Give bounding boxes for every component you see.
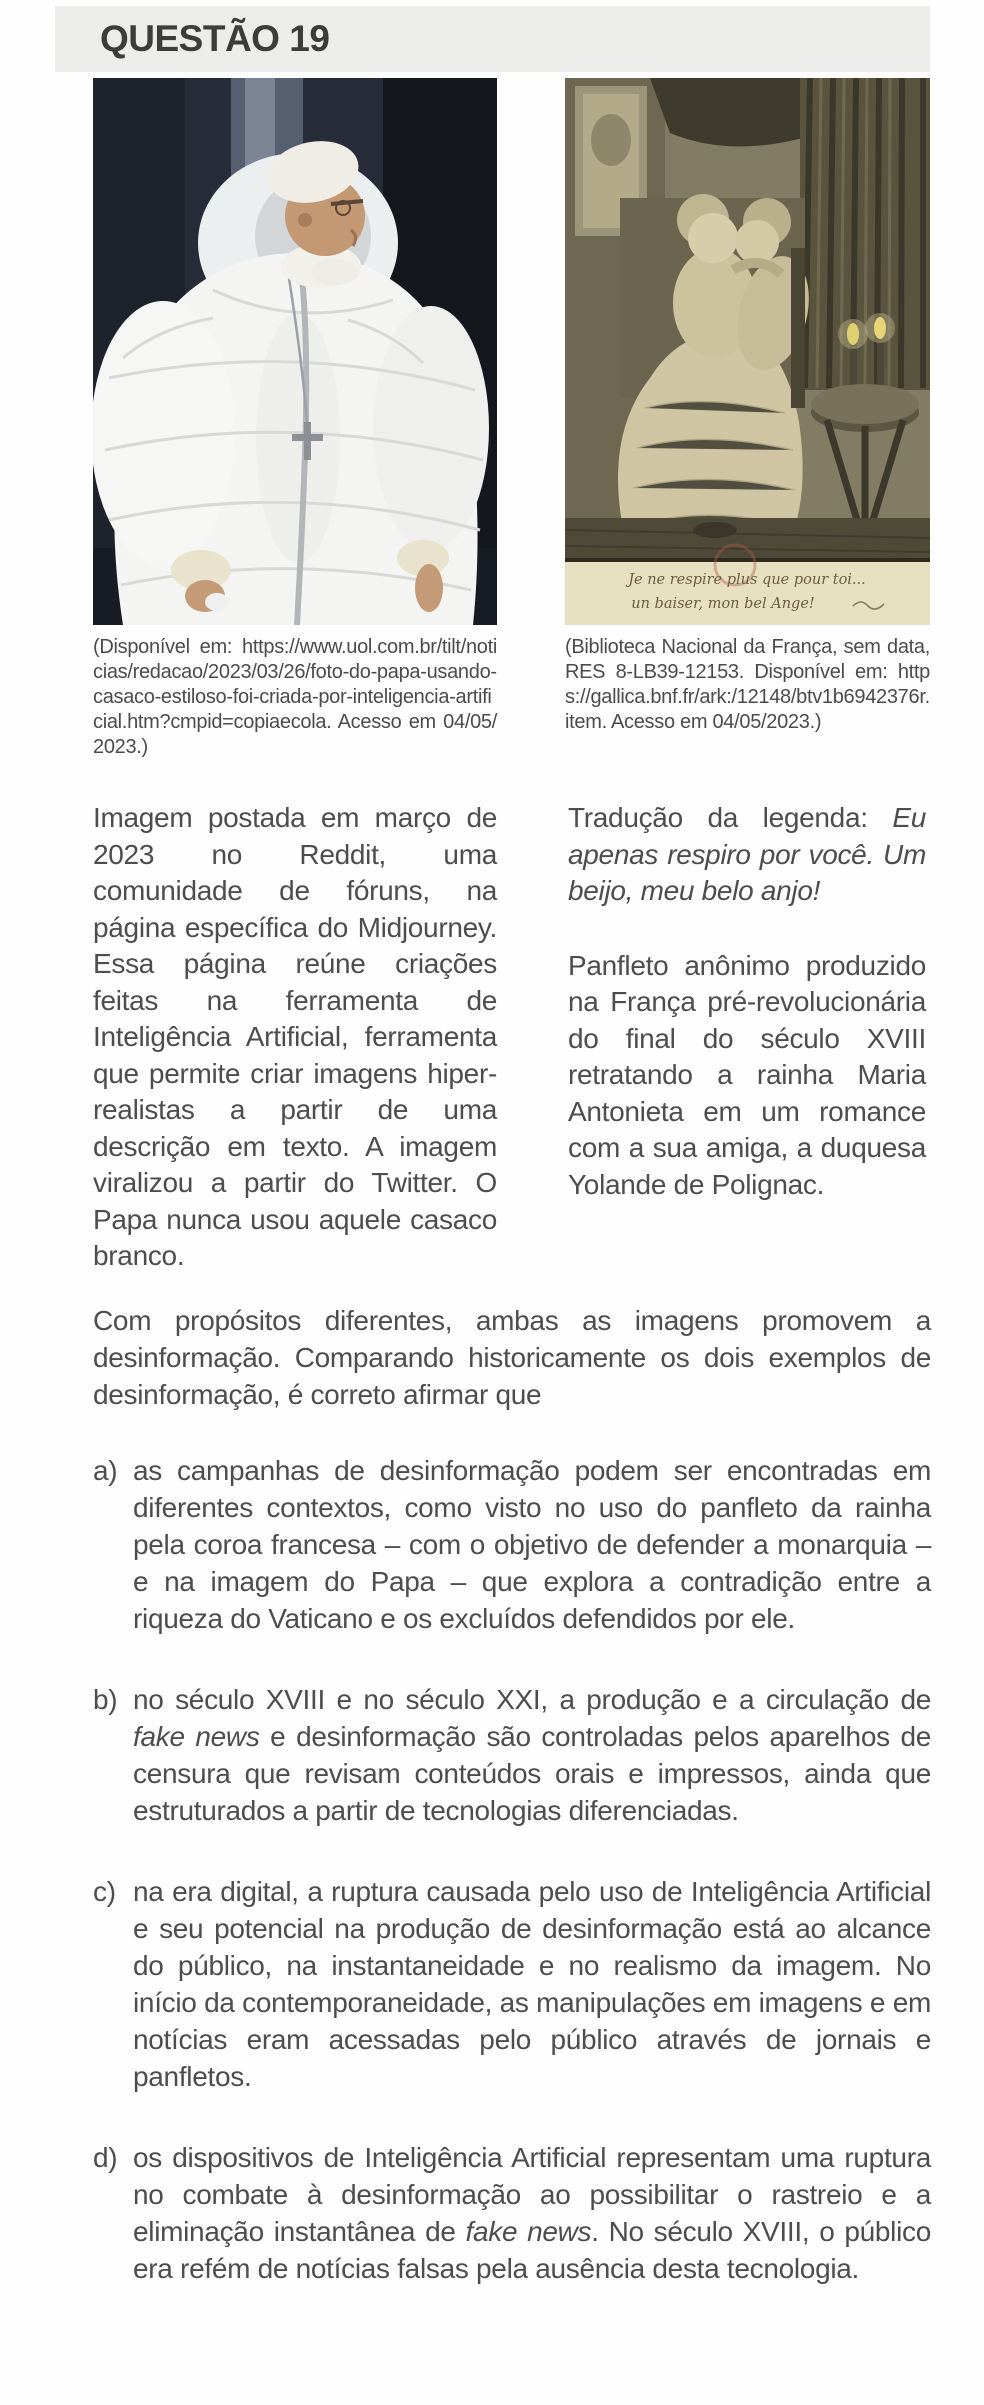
option-d-text: os dispositivos de Inteligência Artificial representam uma ruptura no combate à desinformação ao possibilitar o rastreio e a eliminação instantânea de fake news. No século XVIII, o público era refém de notícias falsas pela ausência desta tecnologia.: [133, 2142, 931, 2284]
option-b-letter: b): [93, 1684, 118, 1715]
figure-caption-pamphlet: (Biblioteca Nacional da França, sem data, RES 8-LB39-12153. Disponível em: https://gallica.bnf.fr/ark:/12148/btv1b6942376r.item. Acesso em 04/05/2023.): [565, 636, 930, 733]
right-column-translation-paragraph: Tradução da legenda: Eu apenas respiro por você. Um beijo, meu belo anjo!: [568, 802, 926, 906]
left-column: [93, 800, 497, 1275]
slipper: [693, 522, 737, 538]
option-c-letter: c): [93, 1876, 116, 1907]
option-b-text: no século XVIII e no século XXI, a produção e a circulação de fake news e desinformação são controladas pelos aparelhos de censura que revisam conteúdos orais e impressos, ainda que estruturados a partir de tecnologias diferenciadas.: [133, 1684, 931, 1826]
question-header: [55, 6, 930, 72]
option-d: [93, 2139, 931, 2287]
candle-flame: [847, 323, 859, 345]
pamphlet-inscription-line2: un baiser, mon bel Ange!: [631, 596, 815, 612]
question-stem: Com propósitos diferentes, ambas as imagens promovem a desinformação. Comparando historicamente os dois exemplos de desinformação, é correto afirmar que: [93, 1305, 931, 1410]
option-b: [93, 1681, 931, 1829]
candle-flame: [874, 317, 886, 339]
figure-caption-pope: (Disponível em: https://www.uol.com.br/tilt/noticias/redacao/2023/03/26/foto-do-papa-usando-casaco-estiloso-foi-criada-por-inteligencia-artificial.htm?cmpid=copiaecola. Acesso em 04/05/2023.): [93, 636, 497, 758]
pamphlet-inscription-line1: Je ne respire plus que pour toi...: [628, 572, 866, 588]
option-a: [93, 1452, 931, 1637]
figure-pope-ai-image: [93, 78, 497, 758]
option-c: [93, 1873, 931, 2095]
white-cup: [205, 593, 229, 611]
figure-pamphlet-engraving: [565, 78, 930, 733]
wall-bust: [591, 114, 631, 166]
left-column-paragraph: Imagem postada em março de 2023 no Reddit, uma comunidade de fóruns, na página específica do Midjourney. Essa página reúne criações feitas na ferramenta de Inteligência Artificial, ferramenta que permite criar imagens hiper-realistas a partir de uma descrição em texto. A imagem viralizou a partir do Twitter. O Papa nunca usou aquele casaco branco.: [93, 802, 497, 1271]
pope-puffer-illustration: [93, 78, 497, 625]
option-c-text: na era digital, a ruptura causada pelo uso de Inteligência Artificial e seu potencial na produção de desinformação está ao alcance do público, na instantaneidade e no realismo da imagem. No início da contemporaneidade, as manipulações em imagens e em notícias eram acessadas pelo público através de jornais e panfletos.: [133, 1876, 931, 2092]
option-a-letter: a): [93, 1455, 118, 1486]
option-d-letter: d): [93, 2142, 118, 2173]
option-a-text: as campanhas de desinformação podem ser encontradas em diferentes contextos, como visto no uso do panfleto da rainha pela coroa francesa – com o objetivo de defender a monarquia – e na imagem do Papa – que explora a contradição entre a riqueza do Vaticano e os excluídos defendidos por ele.: [133, 1455, 931, 1634]
pamphlet-engraving-illustration: [565, 78, 930, 625]
right-column: [568, 800, 926, 1203]
question-title: QUESTÃO 19: [100, 18, 330, 59]
right-column-pamphlet-paragraph: Panfleto anônimo produzido na França pré-revolucionária do final do século XVIII retratando a rainha Maria Antonieta em um romance com a sua amiga, a duquesa Yolande de Polignac.: [568, 949, 926, 1200]
answer-options: [93, 1452, 931, 2331]
